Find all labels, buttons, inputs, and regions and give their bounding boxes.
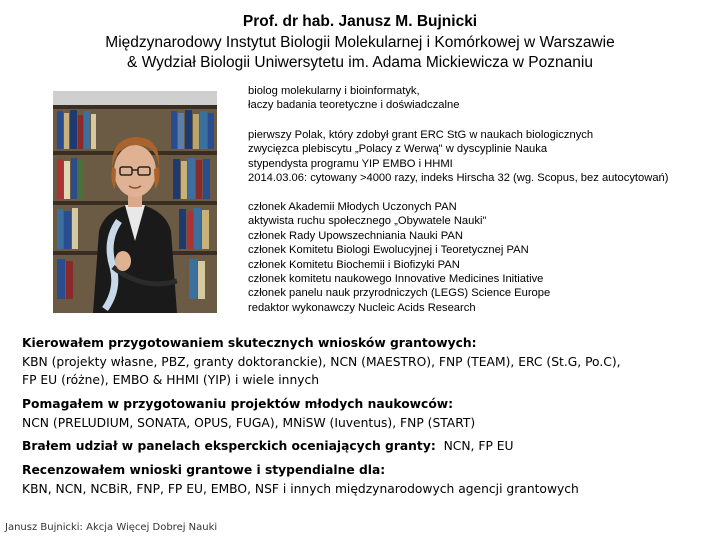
grant-section-helped [22, 395, 712, 432]
membership-item: aktywista ruchu społecznego „Obywatele Nauki" [248, 215, 487, 228]
bio-intro-line: biolog molekularny i bioinformatyk, [248, 85, 420, 97]
bio-intro [248, 84, 459, 113]
grant-heading: Kierowałem przygotowaniem skutecznych wniosków grantowych: [22, 336, 477, 350]
grant-heading: Pomagałem w przygotowaniu projektów młodych naukowców: [22, 397, 454, 411]
achievement-item: zwycięzca plebiscytu „Polacy z Werwą" w dyscyplinie Nauka [248, 143, 548, 156]
membership-item: redaktor wykonawczy Nucleic Acids Research [248, 301, 476, 314]
grant-line: NCN (PRELUDIUM, SONATA, OPUS, FUGA), MNiSW (Iuventus), FNP (START) [22, 415, 476, 430]
footer-caption: Janusz Bujnicki: Akcja Więcej Dobrej Nauki [5, 522, 218, 533]
membership-item: członek Rady Upowszechniania Nauki PAN [248, 229, 463, 242]
grant-inline-value: NCN, FP EU [435, 439, 514, 453]
grant-heading: Brałem udział w panelach eksperckich oceniających granty: [22, 439, 436, 453]
achievement-item: 2014.03.06: cytowany >4000 razy, indeks Hirscha 32 (wg. Scopus, bez autocytowań) [248, 172, 669, 185]
grant-heading: Recenzowałem wnioski grantowe i stypendialne dla: [22, 463, 386, 477]
affiliation-line-2: & Wydział Biologii Uniwersytetu im. Adama Mickiewicza w Poznaniu [127, 54, 593, 71]
membership-item: członek Komitetu Biochemii i Biofizyki PAN [248, 258, 460, 271]
grant-section-reviews [22, 461, 712, 498]
bio-achievements [248, 128, 669, 186]
membership-item: członek Komitetu Biologi Ewolucyjnej i Teoretycznej PAN [248, 244, 529, 257]
portrait-photo [53, 91, 217, 313]
membership-item: członek komitetu naukowego Innovative Medicines Initiative [248, 272, 544, 285]
achievement-item: stypendysta programu YIP EMBO i HHMI [248, 157, 453, 170]
membership-item: członek Akademii Młodych Uczonych PAN [248, 201, 457, 213]
grant-line: KBN, NCN, NCBiR, FNP, FP EU, EMBO, NSF i innych międzynarodowych agencji grantowych [22, 481, 579, 496]
page-title: Prof. dr hab. Janusz M. Bujnicki [242, 13, 478, 30]
affiliation-line-1: Międzynarodowy Instytut Biologii Molekularnej i Komórkowej w Warszawie [105, 34, 615, 51]
achievement-item: pierwszy Polak, który zdobył grant ERC StG w naukach biologicznych [248, 129, 594, 141]
bio-memberships [248, 200, 550, 315]
membership-item: członek panelu nauk przyrodniczych (LEGS) Science Europe [248, 287, 551, 300]
grant-line: KBN (projekty własne, PBZ, granty doktoranckie), NCN (MAESTRO), FNP (TEAM), ERC (St.G, Po.C), [22, 354, 621, 369]
grant-section-panels [22, 437, 712, 456]
grant-section-led [22, 334, 712, 390]
bio-intro-line: łaczy badania teoretyczne i doświadczalne [248, 99, 460, 112]
grant-line: FP EU (różne), EMBO & HHMI (YIP) i wiele innych [22, 373, 320, 387]
